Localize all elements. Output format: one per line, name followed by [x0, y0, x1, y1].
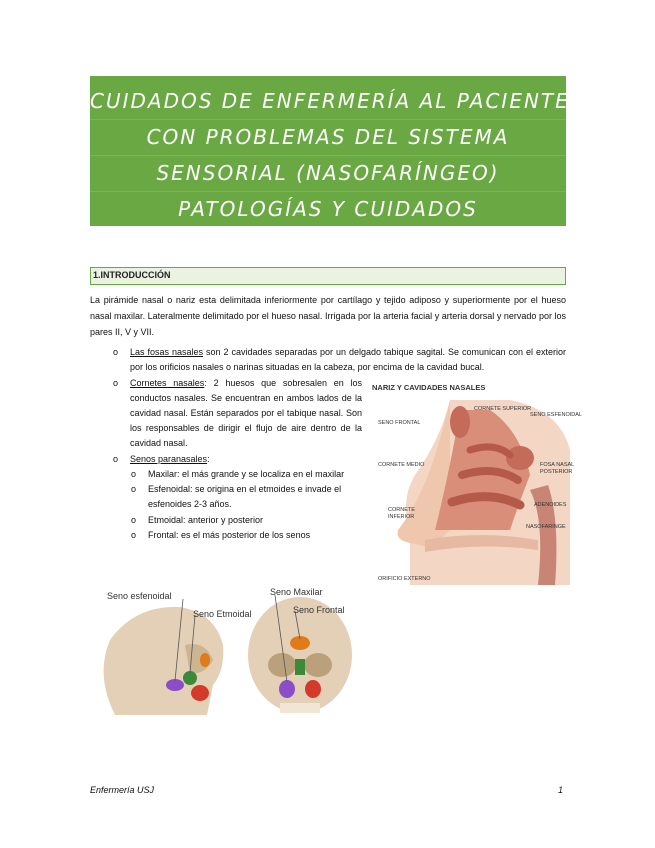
title-line-3: SENSORIAL (NASOFARÍNGEO) — [90, 156, 566, 192]
bullet-fosas-nasales — [113, 345, 566, 375]
sub-item-maxilar — [131, 467, 362, 482]
skull-sinuses-figure — [95, 585, 370, 715]
bullet-glyph: o — [131, 515, 137, 525]
nasal-cavity-figure — [370, 380, 582, 585]
sub-item-frontal — [131, 528, 362, 543]
footer-institution: Enfermería USJ — [90, 785, 155, 795]
bullet-text: : — [207, 454, 210, 464]
title-line-2: CON PROBLEMAS DEL SISTEMA — [90, 120, 566, 156]
page-number: 1 — [558, 785, 564, 795]
bullet-term: Senos paranasales — [130, 454, 208, 464]
label-seno-esfenoidal-skull: Seno esfenoidal — [107, 591, 172, 601]
bullet-glyph: o — [113, 378, 119, 388]
bullet-glyph: o — [113, 347, 119, 357]
label-fosa-nasal-1: FOSA NASAL — [540, 462, 575, 468]
section-heading: 1.INTRODUCCIÓN — [90, 267, 566, 285]
front-maxillary-right — [305, 680, 321, 698]
nasal-figure-title: NARIZ Y CAVIDADES NASALES — [372, 383, 486, 392]
sub-item-text: Esfenoidal: se origina en el etmoides e invade el esfenoides 2-3 años. — [148, 484, 342, 509]
intro-paragraph: La pirámide nasal o nariz esta delimitada inferiormente por cartílago y tejido adiposo y superiormente por el hueso nasal maxilar. Lateralmente delimitado por el hueso nasal. Irrigada por la arteria facial y arteria dorsal y nervado por los pares II, V y VII. — [90, 295, 566, 337]
front-orbit-left — [268, 653, 296, 677]
label-seno-frontal-skull: Seno Frontal — [293, 605, 345, 615]
title-line-4: PATOLOGÍAS Y CUIDADOS — [178, 197, 478, 221]
bullet-senos-paranasales — [113, 452, 362, 467]
bullet-text: son 2 cavidades separadas por un delgado tabique sagital. Se comunican con el exterior por los orificios nasales o narinas situadas en la cabeza, por encima de la cavidad bucal. — [130, 347, 566, 372]
bullet-term: Cornetes nasales — [130, 378, 205, 388]
label-cornete-medio: CORNETE MEDIO — [378, 462, 425, 468]
bullet-glyph: o — [131, 469, 137, 479]
sub-item-text: Maxilar: el más grande y se localiza en el maxilar — [148, 469, 345, 479]
title-banner — [90, 76, 570, 226]
sub-item-etmoidal — [131, 513, 362, 528]
side-maxillary-sinus — [191, 685, 209, 701]
bullet-text: : 2 huesos que sobresalen en los conductos nasales. Se encuentran en ambos lados de la cavidad nasal. Están separados por el tabique nasal. Son los responsables de dirigir el flujo de aire dentro de la cavidad nasal. — [130, 378, 362, 448]
bullet-glyph: o — [131, 530, 137, 540]
side-ethmoid-sinus — [183, 671, 197, 685]
sub-item-text: Etmoidal: anterior y posterior — [148, 515, 264, 525]
sub-item-text: Frontal: es el más posterior de los senos — [148, 530, 311, 540]
bullet-glyph: o — [131, 484, 137, 494]
bullet-term: Las fosas nasales — [130, 347, 204, 357]
front-maxillary-left — [279, 680, 295, 698]
label-fosa-nasal-2: POSTERIOR — [540, 469, 573, 475]
front-ethmoid-sinus — [295, 659, 305, 675]
bullet-glyph: o — [113, 454, 119, 464]
label-seno-frontal: SENO FRONTAL — [378, 420, 421, 426]
label-seno-esfenoidal: SENO ESFENOIDAL — [530, 412, 582, 418]
front-teeth — [280, 703, 320, 713]
label-orificio-externo: ORIFICIO EXTERNO — [378, 576, 431, 582]
label-seno-etmoidal-skull: Seno Etmoidal — [193, 609, 252, 619]
sub-item-esfenoidal — [131, 482, 362, 512]
label-cornete-inferior-2: INFERIOR — [388, 514, 415, 520]
label-cornete-inferior-1: CORNETE — [388, 507, 415, 513]
front-orbit-right — [304, 653, 332, 677]
label-seno-maxilar-skull: Seno Maxilar — [270, 587, 323, 597]
label-adenoides: ADENOIDES — [534, 502, 567, 508]
frontal-sinus — [450, 406, 470, 438]
label-nasofaringe: NASOFARINGE — [526, 524, 566, 530]
label-cornete-superior: CORNETE SUPERIOR — [474, 406, 532, 412]
side-frontal-sinus — [200, 653, 210, 667]
bullet-cornetes-nasales — [113, 376, 362, 451]
title-line-1: CUIDADOS DE ENFERMERÍA AL PACIENTE — [90, 84, 566, 120]
